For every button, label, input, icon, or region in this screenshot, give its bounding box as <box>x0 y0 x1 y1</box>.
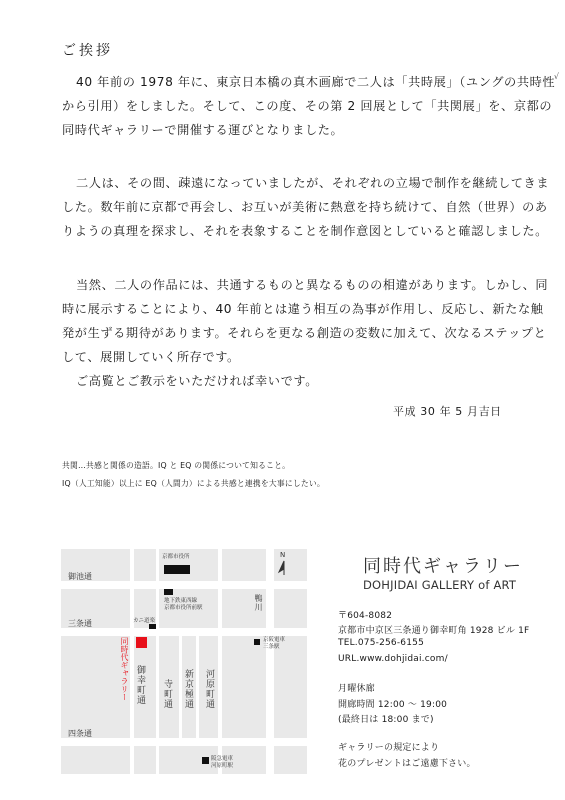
gallery-map-label: 同時代ギャラリー <box>120 637 129 701</box>
body-line: 発が生ずる期待があります。それらを更なる創造の変数に加えて、次なるステップと <box>62 326 547 340</box>
location-map <box>61 549 307 774</box>
body-line: から引用）をしました。そして、この度、その第 2 回展として「共関展」を、京都の <box>62 99 553 113</box>
north-arrow-icon <box>277 560 291 576</box>
road-kiyamachi <box>156 549 159 774</box>
body-line: 二人は、その間、疎遠になっていましたが、それぞれの立場で制作を継続してきま <box>76 176 550 190</box>
street-sanjo-label: 三条通 <box>68 619 92 628</box>
gallery-location-marker <box>136 637 147 648</box>
city-hall-label: 京都市役所 <box>162 554 190 560</box>
body-line: 時に展示することにより、40 年前とは違う相互の為事が作用し、反応し、新たな触 <box>62 302 544 316</box>
telephone: TEL.075-256-6155 <box>338 638 425 648</box>
date: 平成 30 年 5 月吉日 <box>393 405 502 418</box>
road-gokomachi <box>130 549 134 774</box>
gallery-name-en: DOHJIDAI GALLERY of ART <box>363 578 517 592</box>
closed-day: 月曜休廊 <box>338 684 375 694</box>
crab-restaurant-label: カニ道楽 <box>133 618 156 624</box>
subway-label-1: 地下鉄東西線 <box>164 598 198 604</box>
note-line: 共関…共感と関係の造語。IQ と EQ の関係について知ること。 <box>62 461 291 470</box>
address: 京都市中京区三条通り御幸町角 1928 ビル 1F <box>338 626 530 636</box>
subway-station-marker <box>164 589 173 595</box>
street-teramachi-label: 寺町通 <box>162 679 172 709</box>
city-hall-block <box>164 565 190 574</box>
gift-notice-line: 花のプレゼントはご遠慮下さい。 <box>338 759 476 769</box>
subway-label-2: 京都市役所前駅 <box>164 605 203 611</box>
gift-notice-line: ギャラリーの規定により <box>338 743 440 753</box>
body-line: りようの真理を探求し、それを表象することを制作意図としていると確認しました。 <box>62 224 548 238</box>
keihan-label-1: 京阪電車 <box>263 637 286 643</box>
body-line: して、展開していく所存です。 <box>62 350 240 364</box>
opening-hours: 開廊時間 12:00 ～ 19:00 <box>338 700 448 710</box>
hankyu-station-marker <box>202 757 209 764</box>
street-kawaramachi-label: 河原町通 <box>204 669 214 709</box>
edge-mark: √ <box>553 72 559 81</box>
hankyu-label-2: 河原町駅 <box>211 763 234 769</box>
north-label: N <box>280 551 286 559</box>
keihan-label-2: 三条駅 <box>263 644 280 650</box>
road-shinkyogoku <box>196 636 199 738</box>
keihan-station-marker <box>254 639 260 645</box>
street-shijo-label: 四条通 <box>68 729 92 738</box>
street-oike-label: 御池通 <box>68 572 92 581</box>
body-line: 当然、二人の作品には、共通するものと異なるものの相違があります。しかし、同 <box>76 278 549 292</box>
street-gokomachi-label: 御幸町通 <box>135 665 145 705</box>
body-line: 同時代ギャラリーで開催する運びとなりました。 <box>62 123 344 137</box>
crab-restaurant-marker <box>149 624 156 629</box>
street-shinkyogoku-label: 新京極通 <box>183 669 193 709</box>
river-kamogawa-label: 鴨川 <box>254 594 263 612</box>
hankyu-label-1: 阪急電車 <box>211 756 234 762</box>
body-line: 40 年前の 1978 年に、東京日本橋の真木画廊で二人は「共時展」（ユングの共時性 <box>76 75 556 89</box>
website-url[interactable]: URL.www.dohjidai.com/ <box>338 654 448 664</box>
last-day-hours: (最終日は 18:00 まで) <box>338 715 434 725</box>
road-kamogawa-bank <box>266 549 274 774</box>
gallery-name: 同時代ギャラリー <box>363 556 523 577</box>
road-kawaramachi <box>218 549 222 774</box>
postal-code: 〒604-8082 <box>338 611 393 621</box>
page-title: ご挨拶 <box>62 43 113 59</box>
body-line: ご高覧とご教示をいただければ幸いです。 <box>76 374 318 388</box>
body-line: した。数年前に京都で再会し、お互いが美術に熱意を持ち続けて、自然（世界）のあ <box>62 200 548 214</box>
note-line: IQ（人工知能）以上に EQ（人間力）による共感と連携を大事にしたい。 <box>62 479 325 488</box>
